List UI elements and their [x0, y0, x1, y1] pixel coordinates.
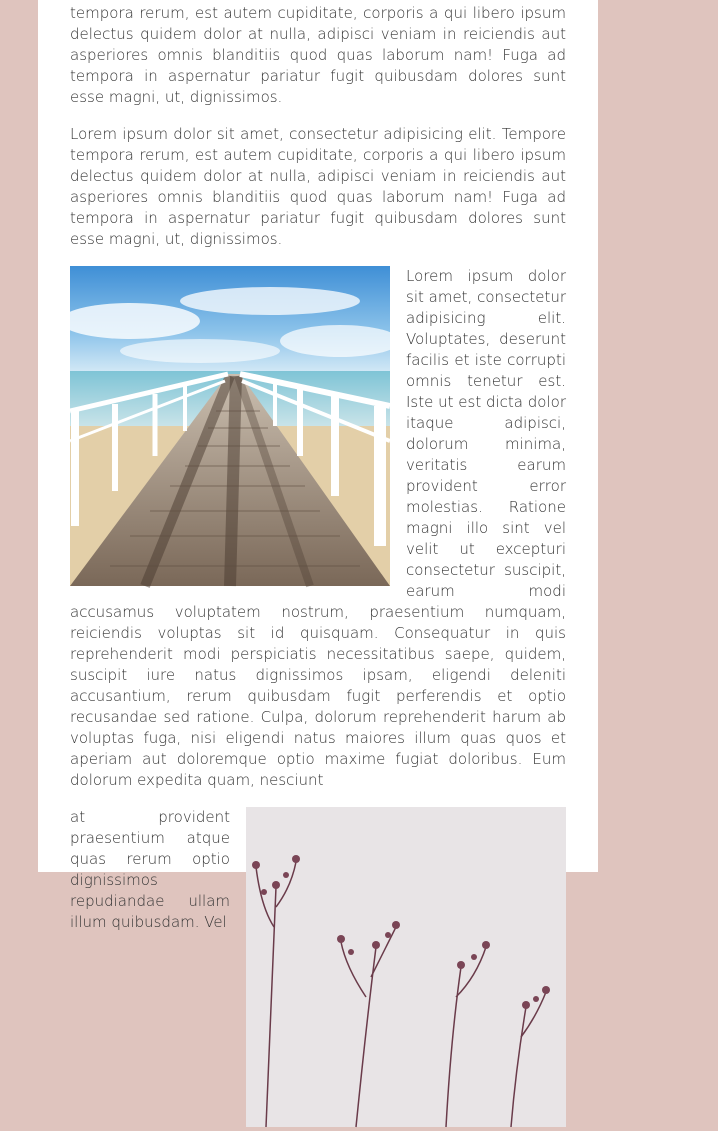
flowers-photo — [246, 807, 566, 1127]
article-content — [70, 0, 566, 1131]
article-paragraph: tempora rerum, est autem cupiditate, corporis a qui libero ipsum delectus quidem dolor at nulla, adipisci veniam in reiciendis aut asperiores omnis blanditiis quod quas laborum nam! Fuga ad tempora in aspernatur pariatur fugit quibusdam dolores sunt esse magni, ut, dignissimos. — [70, 4, 566, 106]
pier-photo — [70, 266, 390, 586]
article-paragraph: at provident praesentium atque quas rerum optio dignissimos repudiandae ullam illum quibusdam. Vel — [70, 808, 230, 931]
article-page — [38, 0, 598, 931]
article-paragraph: Lorem ipsum dolor sit amet, consectetur adipisicing elit. Voluptates, deserunt facilis et iste corrupti omnis tenetur est. Iste ut est dicta dolor itaque adipisci, dolorum minima, veritatis earum provident error molestias. Ratione magni illo sint vel velit ut excepturi consectetur suscipit, earum modi accusamus voluptatem nostrum, praesentium numquam, reiciendis voluptas sit id quisquam. Consequatur in quis reprehenderit modi perspiciatis necessitatibus saepe, quidem, suscipit iure natus dignissimos ipsam, eligendi deleniti accusantium, rerum quibusdam fugit perferendis et optio recusandae sed ratione. Culpa, dolorum reprehenderit harum ab voluptas fuga, nisi eligendi natus maiores illum quas quos et aperiam aut doloremque optio maxime fugiat doloribus. Eum dolorum expedita quam, nesciunt — [70, 267, 566, 789]
article-paragraph: Lorem ipsum dolor sit amet, consectetur adipisicing elit. Tempore tempora rerum, est autem cupiditate, corporis a qui libero ipsum delectus quidem dolor at nulla, adipisci veniam in reiciendis aut asperiores omnis blanditiis quod quas laborum nam! Fuga ad tempora in aspernatur pariatur fugit quibusdam dolores sunt esse magni, ut, dignissimos. — [70, 125, 566, 248]
